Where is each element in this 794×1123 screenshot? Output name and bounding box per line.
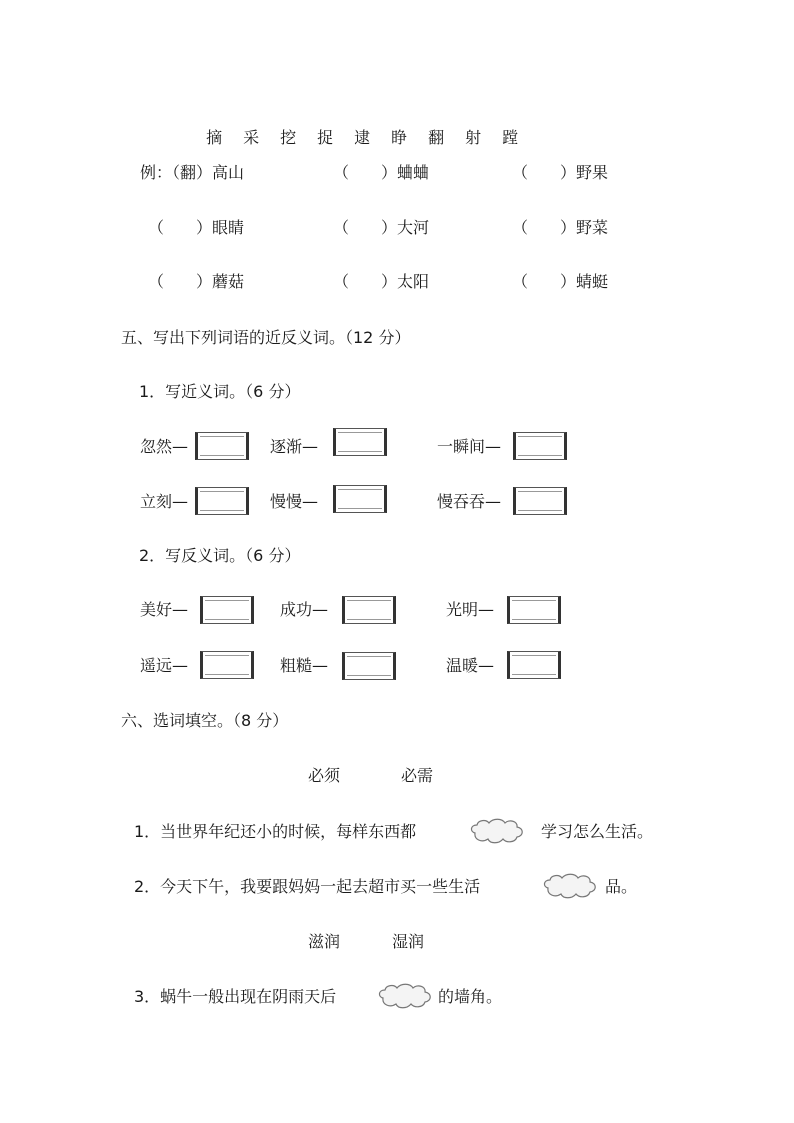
answer-box[interactable] — [507, 651, 561, 679]
question-text: 学习怎么生活。 — [541, 822, 654, 841]
pair-item[interactable]: （ ）蜻蜓 — [512, 272, 609, 291]
answer-box[interactable] — [513, 487, 567, 515]
answer-box[interactable] — [333, 428, 387, 456]
subsection-title: 1．写近义词。（6 分） — [139, 382, 301, 401]
synonym-word: 逐渐— — [270, 437, 319, 456]
answer-box[interactable] — [507, 596, 561, 624]
answer-box[interactable] — [513, 432, 567, 460]
pair-item[interactable]: （ ）大河 — [333, 218, 430, 237]
word-choice: 滋润 — [308, 932, 341, 951]
synonym-word: 一瞬间— — [437, 437, 502, 456]
question-text: 品。 — [605, 877, 638, 896]
synonym-word: 慢慢— — [270, 492, 319, 511]
antonym-word: 粗糙— — [280, 656, 329, 675]
answer-box[interactable] — [195, 487, 249, 515]
word-choice: 必需 — [401, 766, 434, 785]
bank-char: 睁 — [391, 128, 408, 147]
pair-item[interactable]: （ ）太阳 — [333, 272, 430, 291]
answer-box[interactable] — [342, 596, 396, 624]
pair-example: 例：（翻）高山 — [140, 163, 245, 182]
pair-item[interactable]: （ ）蛐蛐 — [333, 163, 430, 182]
pair-item[interactable]: （ ）野果 — [512, 163, 609, 182]
word-choice: 湿润 — [392, 932, 425, 951]
antonym-word: 成功— — [280, 600, 329, 619]
bank-char: 挖 — [280, 128, 297, 147]
synonym-word: 慢吞吞— — [437, 492, 502, 511]
antonym-word: 美好— — [140, 600, 189, 619]
character-bank — [196, 108, 539, 148]
bank-char: 摘 — [206, 128, 223, 147]
word-choice: 必须 — [308, 766, 341, 785]
bank-char: 射 — [465, 128, 482, 147]
section-title: 六、选词填空。（8 分） — [121, 711, 289, 730]
synonym-word: 立刻— — [140, 492, 189, 511]
antonym-word: 光明— — [446, 600, 495, 619]
question-text: 2．今天下午，我要跟妈妈一起去超市买一些生活 — [134, 877, 481, 896]
answer-box[interactable] — [200, 596, 254, 624]
question-text: 的墙角。 — [438, 987, 503, 1006]
answer-box[interactable] — [195, 432, 249, 460]
bank-char: 蹚 — [502, 128, 519, 147]
bank-char: 采 — [243, 128, 260, 147]
section-title: 五、写出下列词语的近反义词。（12 分） — [121, 328, 411, 347]
cloud-answer-box[interactable] — [542, 872, 598, 900]
answer-box[interactable] — [342, 652, 396, 680]
question-text: 1．当世界年纪还小的时候，每样东西都 — [134, 822, 417, 841]
bank-char: 捉 — [317, 128, 334, 147]
antonym-word: 遥远— — [140, 656, 189, 675]
subsection-title: 2．写反义词。（6 分） — [139, 546, 301, 565]
question-text: 3．蜗牛一般出现在阴雨天后 — [134, 987, 337, 1006]
pair-item[interactable]: （ ）蘑菇 — [148, 272, 245, 291]
pair-item[interactable]: （ ）野菜 — [512, 218, 609, 237]
cloud-answer-box[interactable] — [377, 982, 433, 1010]
antonym-word: 温暖— — [446, 656, 495, 675]
bank-char: 翻 — [428, 128, 445, 147]
cloud-answer-box[interactable] — [469, 817, 525, 845]
answer-box[interactable] — [333, 485, 387, 513]
bank-char: 逮 — [354, 128, 371, 147]
pair-item[interactable]: （ ）眼睛 — [148, 218, 245, 237]
synonym-word: 忽然— — [140, 437, 189, 456]
answer-box[interactable] — [200, 651, 254, 679]
